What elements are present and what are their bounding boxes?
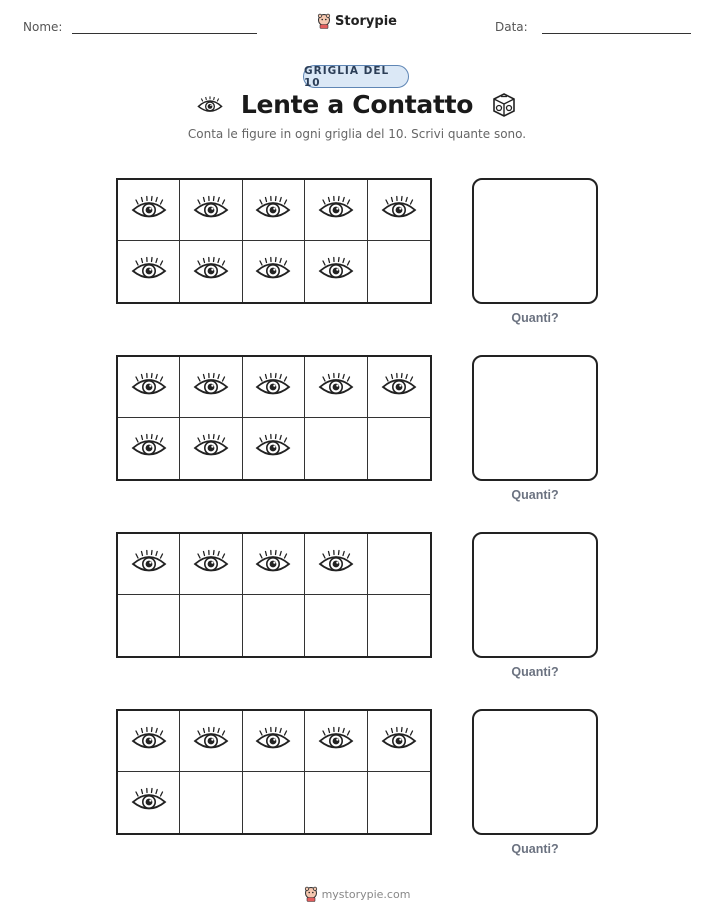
eye-icon — [131, 726, 167, 757]
eye-icon — [255, 195, 291, 226]
ten-frame-cell — [118, 180, 180, 241]
name-label: Nome: — [23, 20, 63, 34]
eye-icon — [318, 256, 354, 287]
eye-icon — [381, 195, 417, 226]
eye-icon — [131, 549, 167, 580]
eye-icon — [255, 726, 291, 757]
ten-frame-cell — [180, 711, 242, 772]
eye-icon — [318, 195, 354, 226]
ten-frame-cell — [368, 241, 430, 302]
eye-icon — [197, 96, 223, 114]
ten-frame-cell — [243, 534, 305, 595]
eye-icon — [381, 372, 417, 403]
answer-box[interactable] — [472, 709, 598, 835]
ten-frame-cell — [180, 595, 242, 656]
ten-frame-cell — [243, 418, 305, 479]
ten-frame-cell — [305, 180, 367, 241]
page-title: Lente a Contatto — [240, 90, 474, 119]
ten-frame-cell — [305, 418, 367, 479]
ten-frame-cell — [243, 711, 305, 772]
eye-icon — [318, 726, 354, 757]
ten-frame-cell — [243, 595, 305, 656]
eye-icon — [381, 726, 417, 757]
ten-frame-cell — [118, 241, 180, 302]
ten-frame-cell — [118, 772, 180, 833]
ten-frame-cell — [305, 357, 367, 418]
ten-frame-cell — [368, 772, 430, 833]
eye-icon — [318, 372, 354, 403]
eye-icon — [193, 256, 229, 287]
ten-frame-cell — [305, 241, 367, 302]
ten-frame-cell — [305, 711, 367, 772]
eye-icon — [255, 433, 291, 464]
ten-frame — [116, 532, 432, 658]
eye-icon — [193, 549, 229, 580]
ten-frame-cell — [180, 357, 242, 418]
ten-frame-cell — [243, 772, 305, 833]
footer-url: mystorypie.com — [321, 887, 411, 901]
answer-label: Quanti? — [511, 665, 559, 679]
ten-frame-cell — [243, 241, 305, 302]
ten-frame-cell — [118, 357, 180, 418]
ten-frame-cell — [180, 418, 242, 479]
ten-frame-cell — [118, 595, 180, 656]
date-line[interactable] — [542, 33, 691, 34]
ten-frame-cell — [368, 357, 430, 418]
eye-icon — [131, 256, 167, 287]
ten-frame-cell — [243, 180, 305, 241]
category-badge: GRIGLIA DEL 10 — [303, 65, 409, 88]
eye-icon — [193, 726, 229, 757]
answer-label: Quanti? — [511, 488, 559, 502]
ten-frame — [116, 355, 432, 481]
ten-frame-cell — [118, 418, 180, 479]
ten-frame-cell — [180, 534, 242, 595]
brand-name: Storypie — [335, 13, 397, 29]
ten-frame-cell — [305, 772, 367, 833]
answer-box[interactable] — [472, 178, 598, 304]
name-line[interactable] — [72, 33, 257, 34]
date-label: Data: — [495, 20, 528, 34]
eye-icon — [193, 372, 229, 403]
ten-frame-cell — [180, 241, 242, 302]
eye-icon — [255, 372, 291, 403]
answer-box[interactable] — [472, 355, 598, 481]
ten-frame-cell — [368, 180, 430, 241]
lens-case-icon — [491, 92, 517, 118]
ten-frame-cell — [368, 418, 430, 479]
eye-icon — [318, 549, 354, 580]
storypie-mascot-icon — [304, 886, 318, 902]
eye-icon — [255, 549, 291, 580]
ten-frame-cell — [180, 180, 242, 241]
ten-frame-cell — [118, 534, 180, 595]
ten-frame-cell — [368, 534, 430, 595]
instructions: Conta le figure in ogni griglia del 10. Scrivi quante sono. — [187, 127, 527, 141]
ten-frame-cell — [368, 711, 430, 772]
eye-icon — [131, 195, 167, 226]
footer — [0, 886, 714, 902]
ten-frame-cell — [118, 711, 180, 772]
eye-icon — [131, 787, 167, 818]
eye-icon — [193, 433, 229, 464]
storypie-mascot-icon — [317, 13, 331, 29]
answer-box[interactable] — [472, 532, 598, 658]
ten-frame-cell — [243, 357, 305, 418]
answer-label: Quanti? — [511, 842, 559, 856]
eye-icon — [131, 433, 167, 464]
ten-frame — [116, 178, 432, 304]
eye-icon — [255, 256, 291, 287]
brand — [0, 13, 714, 29]
ten-frame-cell — [305, 595, 367, 656]
ten-frame-cell — [368, 595, 430, 656]
ten-frame — [116, 709, 432, 835]
eye-icon — [131, 372, 167, 403]
ten-frame-cell — [180, 772, 242, 833]
ten-frame-cell — [305, 534, 367, 595]
eye-icon — [193, 195, 229, 226]
title-row — [0, 90, 714, 119]
answer-label: Quanti? — [511, 311, 559, 325]
